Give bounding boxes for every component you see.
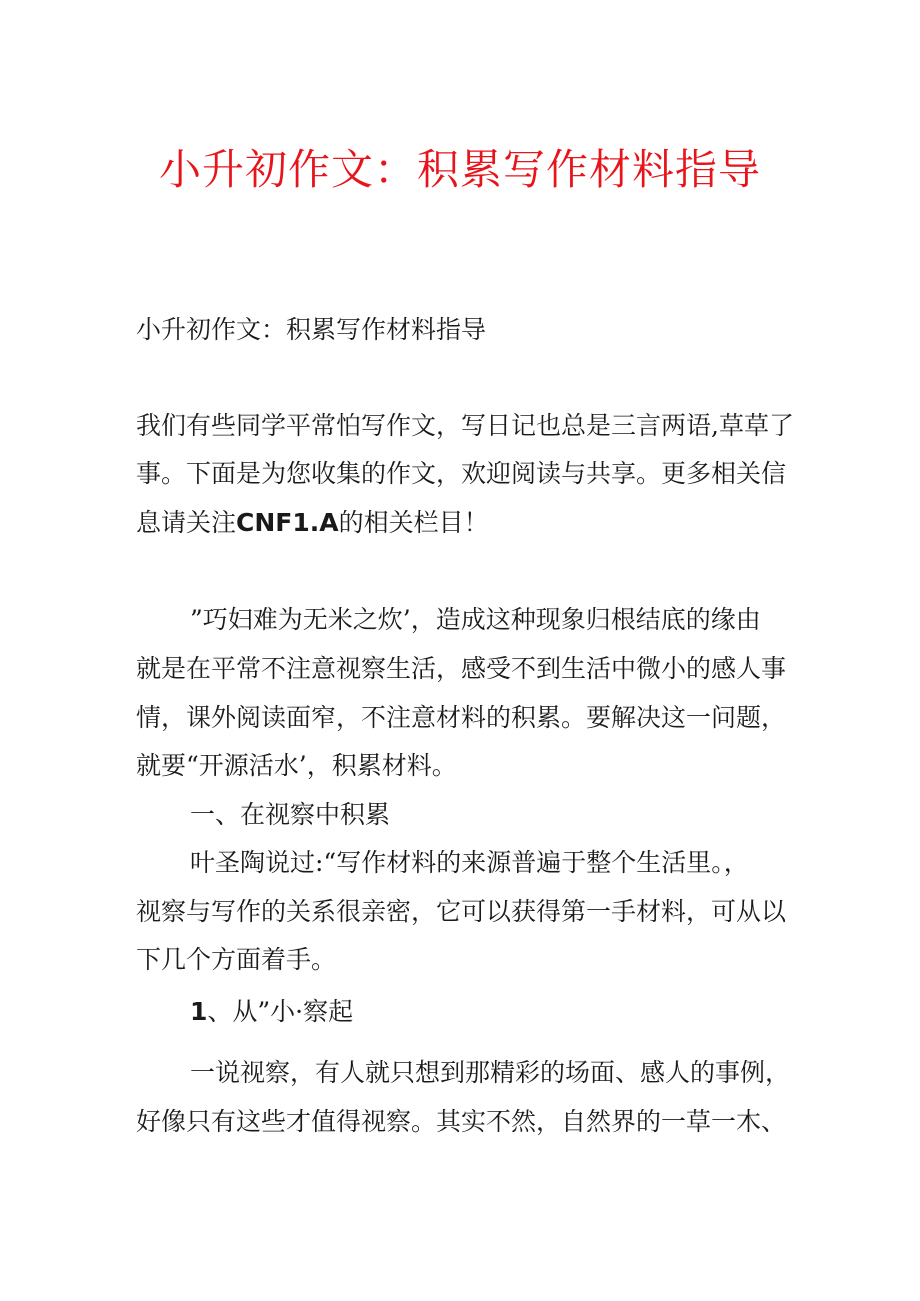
- intro-line-1: 我们有些同学平常怕写作文，写日记也总是三言两语,草草了: [136, 411, 794, 440]
- para1-line-3: 情，课外阅读面窄，不注意材料的积累。要解决这一问题，: [136, 703, 787, 732]
- site-name: CNF1.A: [236, 508, 339, 537]
- para1-line-1: ”巧妇难为无米之炊’，造成这种现象归根结底的缘由: [190, 605, 761, 634]
- para1-line-2: 就是在平常不注意视察生活，感受不到生活中微小的感人事: [136, 654, 787, 683]
- subheading-1: [190, 994, 850, 1030]
- intro-line-3-post: 的相关栏目！: [338, 508, 489, 537]
- document-subtitle: 小升初作文：积累写作材料指导: [136, 315, 487, 344]
- para1-line-4: 就要“开源活水’，积累材料。: [136, 751, 457, 780]
- para3-line-1: 一说视察，有人就只想到那精彩的场面、感人的事例，: [190, 1058, 791, 1087]
- intro-line-2: 事。下面是为您收集的作文，欢迎阅读与共享。更多相关信: [136, 459, 787, 488]
- heading-observation: 一、在视察中积累: [190, 800, 391, 829]
- para2-line-3: 下几个方面着手。: [136, 945, 337, 974]
- subheading-1-text: 、从”小·察起: [207, 997, 354, 1026]
- intro-line-3: [136, 505, 796, 541]
- document-title: 小升初作文：积累写作材料指导: [158, 145, 761, 194]
- para2-line-1: 叶圣陶说过:“写作材料的来源普遍于整个生活里。，: [190, 848, 749, 877]
- intro-line-3-pre: 息请关注: [136, 508, 237, 537]
- para2-line-2: 视察与写作的关系很亲密，它可以获得第一手材料，可从以: [136, 897, 787, 926]
- para3-line-2: 好像只有这些才值得视察。其实不然，自然界的一草一木、: [136, 1107, 787, 1136]
- subheading-1-number: 1: [190, 997, 208, 1026]
